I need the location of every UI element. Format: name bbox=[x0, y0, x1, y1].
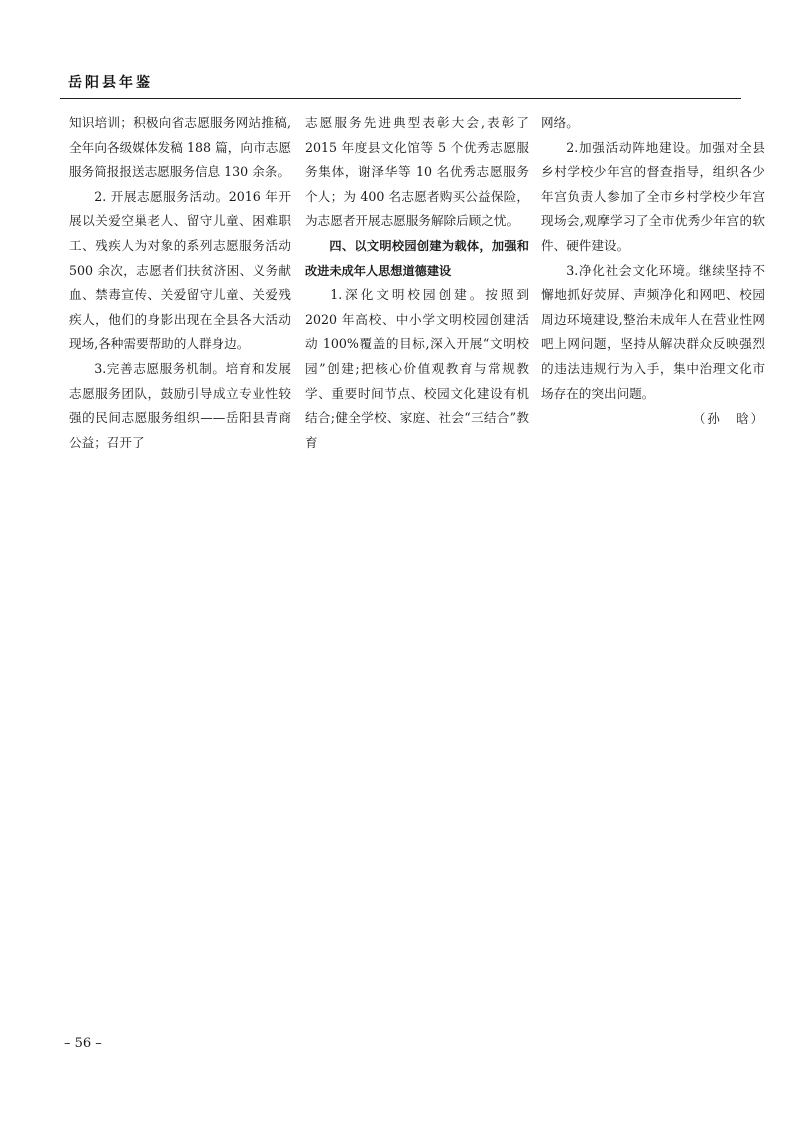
paragraph: 知识培训；积极向省志愿服务网站推稿,全年向各级媒体发稿 188 篇，向市志愿服务简报报送志愿服务信息 130 余条。 bbox=[69, 115, 291, 180]
paragraph: 2.加强活动阵地建设。加强对全县乡村学校少年宫的督查指导，组织各少年宫负责人参加了全市乡村学校少年宫现场会,观摩学习了全市优秀少年宫的软件、硬件建设。 bbox=[541, 139, 765, 253]
header-rule bbox=[60, 98, 741, 99]
text-column-1 bbox=[69, 111, 291, 455]
paragraph: 1.深化文明校园创建。按照到 2020 年高校、中小学文明校园创建活动 100%覆盖的目标,深入开展“文明校园”创建;把核心价值观教育与常规教学、重要时间节点、校园文化建设有机结合;健全学校、家庭、社会“三结合”教育 bbox=[305, 287, 529, 450]
paragraph: 2. 开展志愿服务活动。2016 年开展以关爱空巢老人、留守儿童、困难职工、残疾人为对象的系列志愿服务活动 500 余次，志愿者们扶贫济困、义务献血、禁毒宣传、关爱留守儿童、关爱残疾人，他们的身影出现在全县各大活动现场,各种需要帮助的人群身边。 bbox=[69, 188, 291, 352]
paragraph: 志愿服务先进典型表彰大会,表彰了 2015 年度县文化馆等 5 个优秀志愿服务集体，谢泽华等 10 名优秀志愿服务个人；为 400 名志愿者购买公益保险，为志愿者开展志愿服务解除后顾之忧。 bbox=[305, 115, 529, 229]
paragraph: 3.净化社会文化环境。继续坚持不懈地抓好荧屏、声频净化和网吧、校园周边环境建设,整治未成年人在营业性网吧上网问题，坚持从解决群众反映强烈的违法违规行为入手，集中治理文化市场存在的突出问题。 bbox=[541, 262, 765, 401]
running-title: 岳阳县年鉴 bbox=[68, 75, 153, 91]
section-heading: 四、以文明校园创建为载体，加强和改进未成年人思想道德建设 bbox=[305, 238, 529, 278]
paragraph: 网络。 bbox=[541, 115, 579, 130]
author-signature: （孙 晗） bbox=[693, 411, 765, 427]
page-number: – 56 – bbox=[64, 1036, 102, 1051]
text-column-2 bbox=[305, 111, 529, 455]
paragraph: 3.完善志愿服务机制。培育和发展志愿服务团队，鼓励引导成立专业性较强的民间志愿服务组织——岳阳县青商公益；召开了 bbox=[69, 360, 291, 450]
text-column-3 bbox=[541, 111, 765, 432]
